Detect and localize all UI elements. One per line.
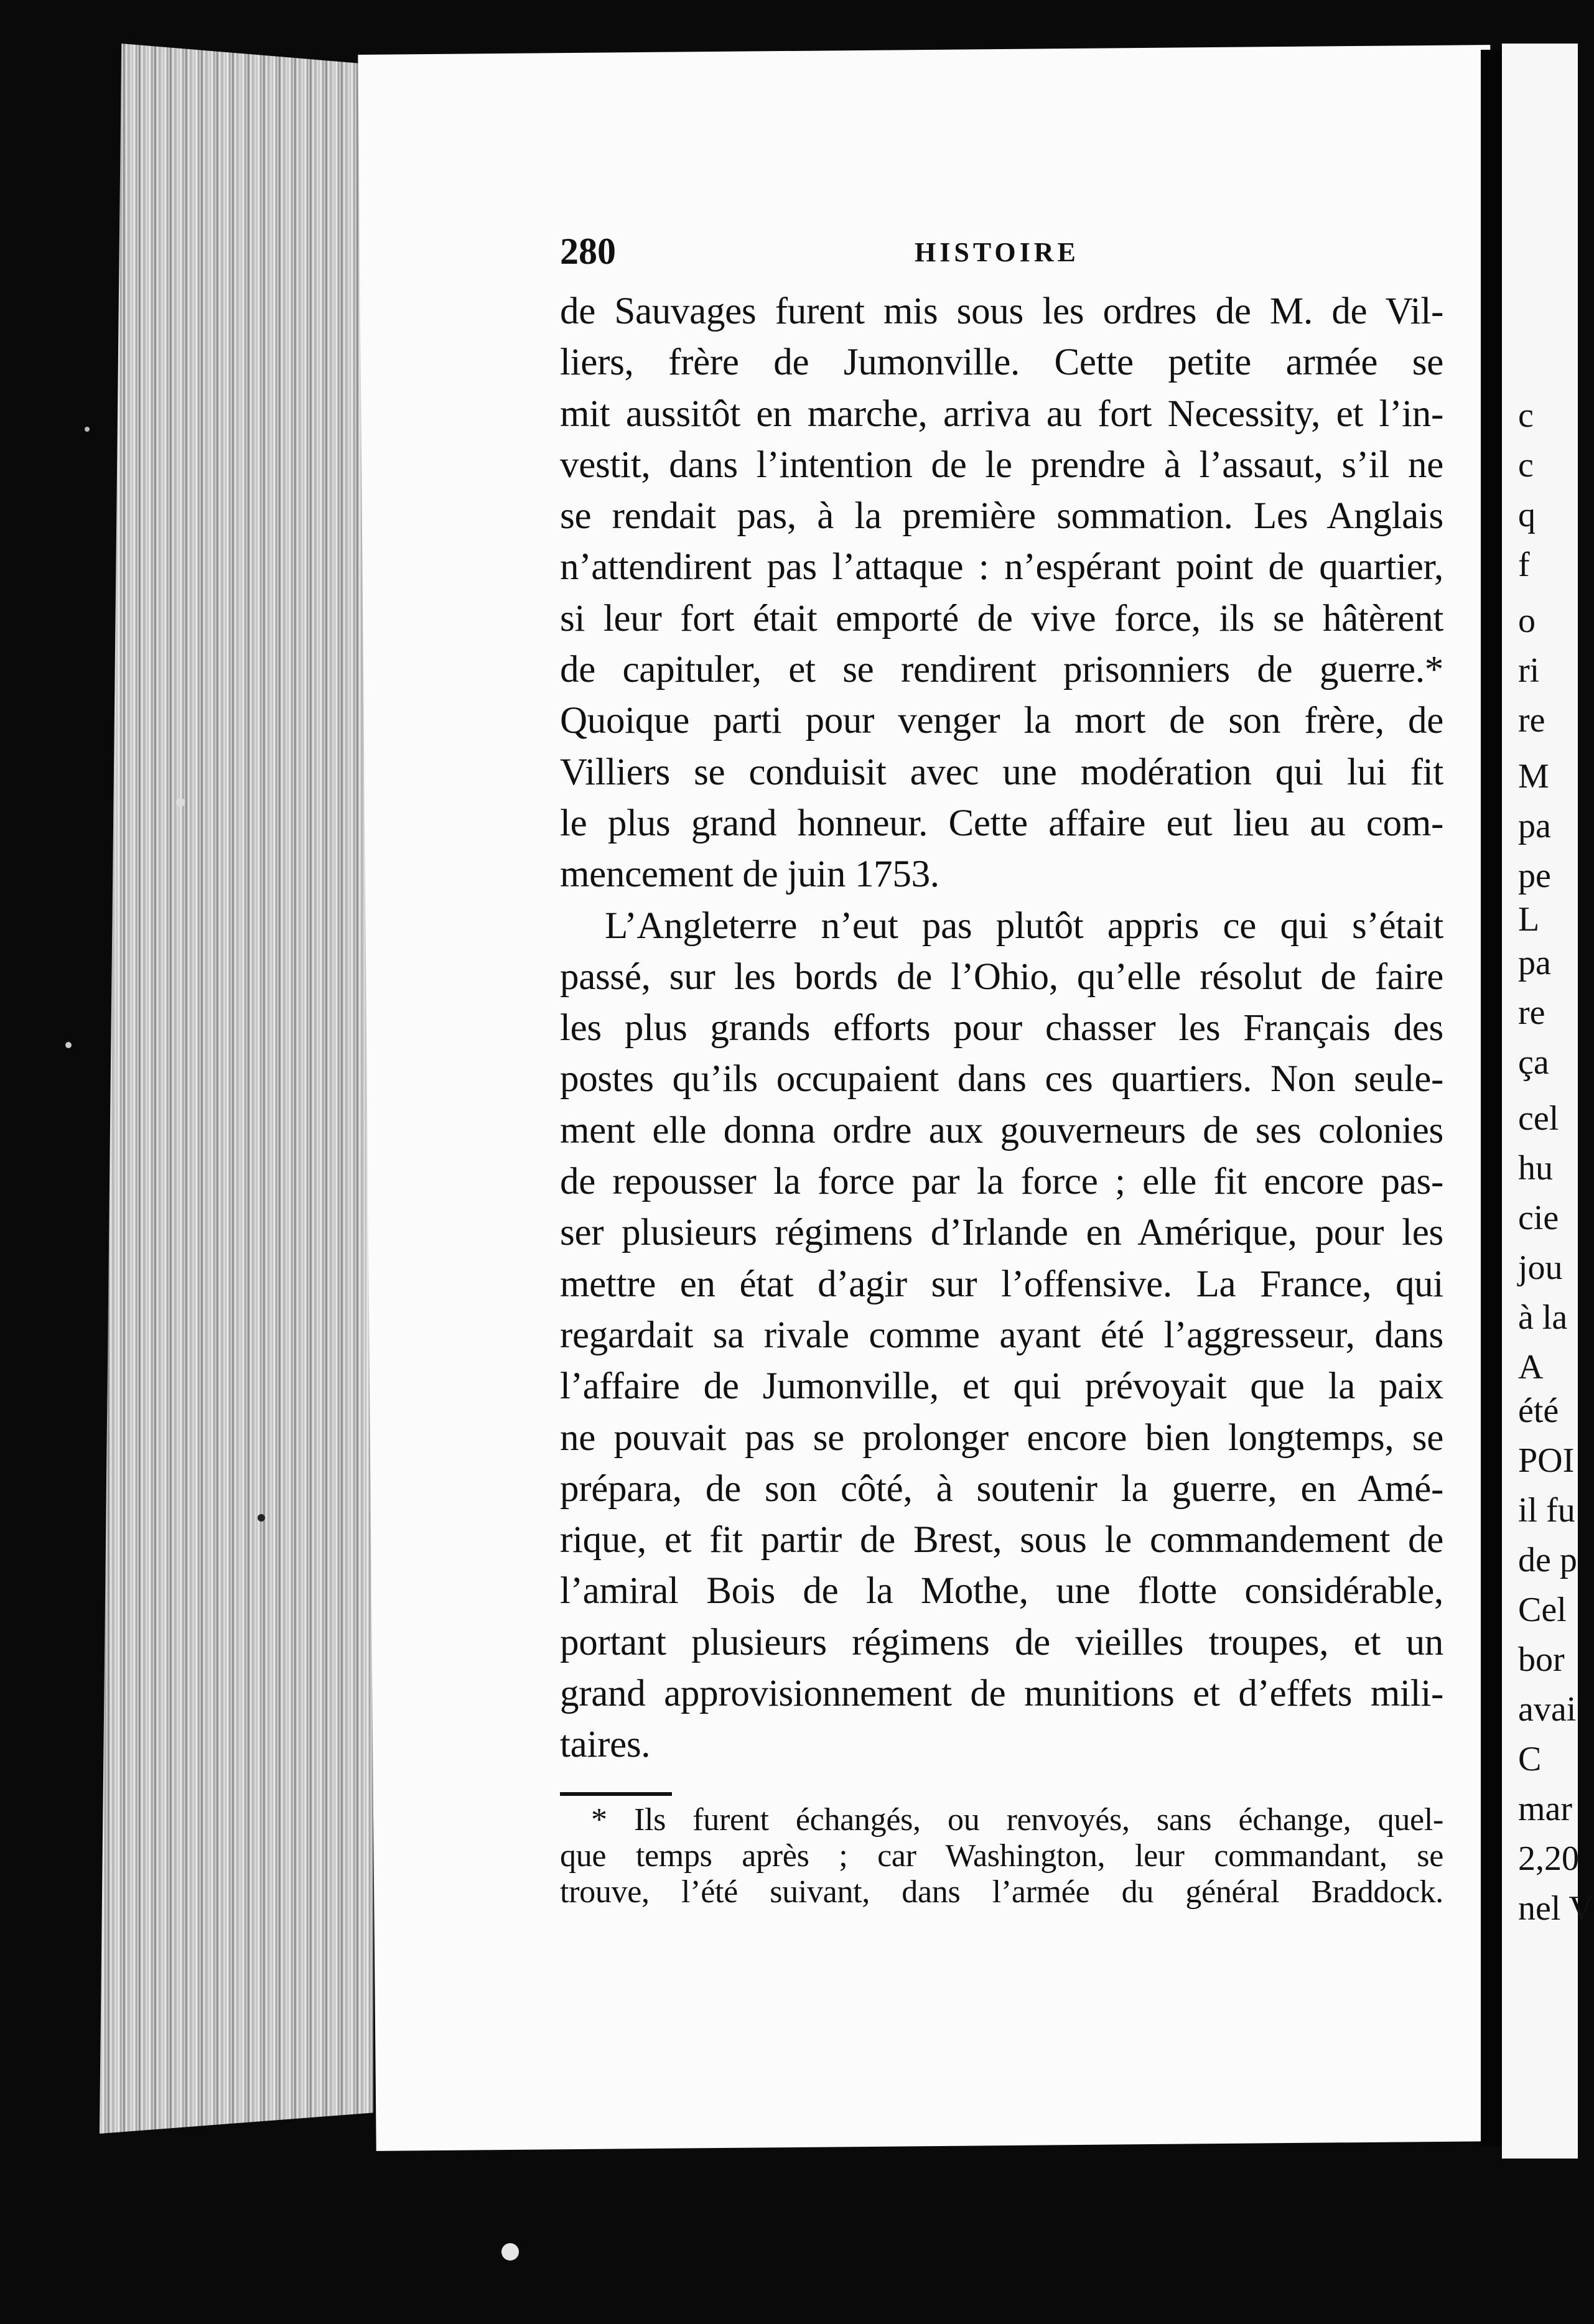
body-line: vestit, dans l’intention de le prendre à l’assaut, s’il ne: [560, 444, 1443, 486]
body-line: n’attendirent pas l’attaque : n’espérant point de quartier,: [560, 546, 1443, 588]
right-page-fragment: ça: [1518, 1043, 1549, 1082]
right-page-fragment: pe: [1518, 857, 1551, 895]
body-line: se rendait pas, à la première sommation. Les Anglais: [560, 495, 1443, 537]
right-page-fragment: f: [1518, 546, 1530, 584]
right-page-fragment: re: [1518, 993, 1545, 1032]
speck: [65, 1042, 72, 1048]
right-page-fragment: il fu: [1518, 1491, 1575, 1530]
right-page-fragment: A: [1518, 1348, 1544, 1387]
body-line: de capituler, et se rendirent prisonniers de guerre.*: [560, 649, 1443, 691]
right-page-fragment: à la: [1518, 1298, 1568, 1337]
body-line: grand approvisionnement de munitions et d’effets mili-: [560, 1673, 1443, 1715]
body-line: rique, et fit partir de Brest, sous le commandement de: [560, 1519, 1443, 1561]
body-line: ment elle donna ordre aux gouverneurs de ses colonies: [560, 1109, 1443, 1151]
right-page-fragment: C: [1518, 1740, 1542, 1778]
right-page-fragment: avai: [1518, 1690, 1577, 1729]
footnote-line: * Ils furent échangés, ou renvoyés, sans échange, quel-: [591, 1801, 1443, 1838]
right-page-fragment: POI: [1518, 1441, 1575, 1480]
body-line: mettre en état d’agir sur l’offensive. La France, qui: [560, 1263, 1443, 1305]
body-line: de Sauvages furent mis sous les ordres de M. de Vil-: [560, 290, 1443, 332]
right-page-fragment: mar: [1518, 1790, 1573, 1828]
body-line: liers, frère de Jumonville. Cette petite armée se: [560, 342, 1443, 384]
right-page-fragment: été: [1518, 1392, 1559, 1430]
speck: [176, 798, 185, 807]
right-page-fragment: q: [1518, 496, 1536, 534]
page-number: 280: [560, 231, 616, 272]
right-page-fragment: o: [1518, 602, 1536, 640]
running-title: HISTOIRE: [915, 237, 1079, 267]
body-line: l’amiral Bois de la Mothe, une flotte considérable,: [560, 1570, 1443, 1612]
footnote-line: que temps après ; car Washington, leur commandant, se: [560, 1838, 1443, 1874]
body-line: regardait sa rivale comme ayant été l’aggresseur, dans: [560, 1314, 1443, 1356]
speck: [258, 1514, 265, 1522]
body-line: ser plusieurs régimens d’Irlande en Amérique, pour les: [560, 1212, 1443, 1254]
body-line: mencement de juin 1753.: [560, 853, 939, 896]
right-page-fragment: L: [1518, 900, 1540, 939]
body-line: mit aussitôt en marche, arriva au fort Necessity, et l’in-: [560, 393, 1443, 435]
body-line: passé, sur les bords de l’Ohio, qu’elle résolut de faire: [560, 955, 1443, 998]
body-line: les plus grands efforts pour chasser les Français des: [560, 1007, 1443, 1049]
body-line: de repousser la force par la force ; elle fit encore pas-: [560, 1161, 1443, 1203]
right-page-fragment: c: [1518, 446, 1534, 485]
right-page-fragment: pa: [1518, 944, 1551, 982]
body-line: l’affaire de Jumonville, et qui prévoyait que la paix: [560, 1365, 1443, 1408]
right-page-fragment: bor: [1518, 1640, 1565, 1679]
right-page-fragment: jou: [1518, 1248, 1563, 1287]
body-line: Villiers se conduisit avec une modération qui lui fit: [560, 751, 1443, 793]
right-page-fragment: 2,20: [1518, 1839, 1579, 1878]
speck: [501, 2243, 519, 2261]
body-line: le plus grand honneur. Cette affaire eut lieu au com-: [560, 802, 1443, 844]
speck: [85, 427, 90, 432]
right-page-fragment: nel V: [1518, 1889, 1594, 1928]
right-page-fragment: de p: [1518, 1541, 1577, 1579]
body-line: postes qu’ils occupaient dans ces quartiers. Non seule-: [560, 1058, 1443, 1100]
right-page-fragment: M: [1518, 757, 1549, 796]
right-page-fragment: c: [1518, 396, 1534, 435]
paragraph-start-line: L’Angleterre n’eut pas plutôt appris ce qui s’était: [605, 904, 1443, 947]
right-page-fragment: hu: [1518, 1149, 1553, 1188]
body-line: ne pouvait pas se prolonger encore bien longtemps, se: [560, 1416, 1443, 1459]
body-line: taires.: [560, 1724, 651, 1766]
right-page-fragment: cie: [1518, 1199, 1559, 1237]
footnote-line: trouve, l’été suivant, dans l’armée du général Braddock.: [560, 1874, 1443, 1910]
body-line: si leur fort était emporté de vive force, ils se hâtèrent: [560, 597, 1443, 639]
right-page-fragment: pa: [1518, 807, 1551, 845]
body-line: prépara, de son côté, à soutenir la guerre, en Amé-: [560, 1467, 1443, 1510]
body-line: portant plusieurs régimens de vieilles troupes, et un: [560, 1621, 1443, 1663]
right-page-fragment: ri: [1518, 651, 1540, 690]
right-page-fragment: cel: [1518, 1099, 1559, 1138]
right-page-fragment: Cel: [1518, 1591, 1567, 1629]
body-line: Quoique parti pour venger la mort de son frère, de: [560, 700, 1443, 742]
right-page-fragment: re: [1518, 701, 1545, 740]
